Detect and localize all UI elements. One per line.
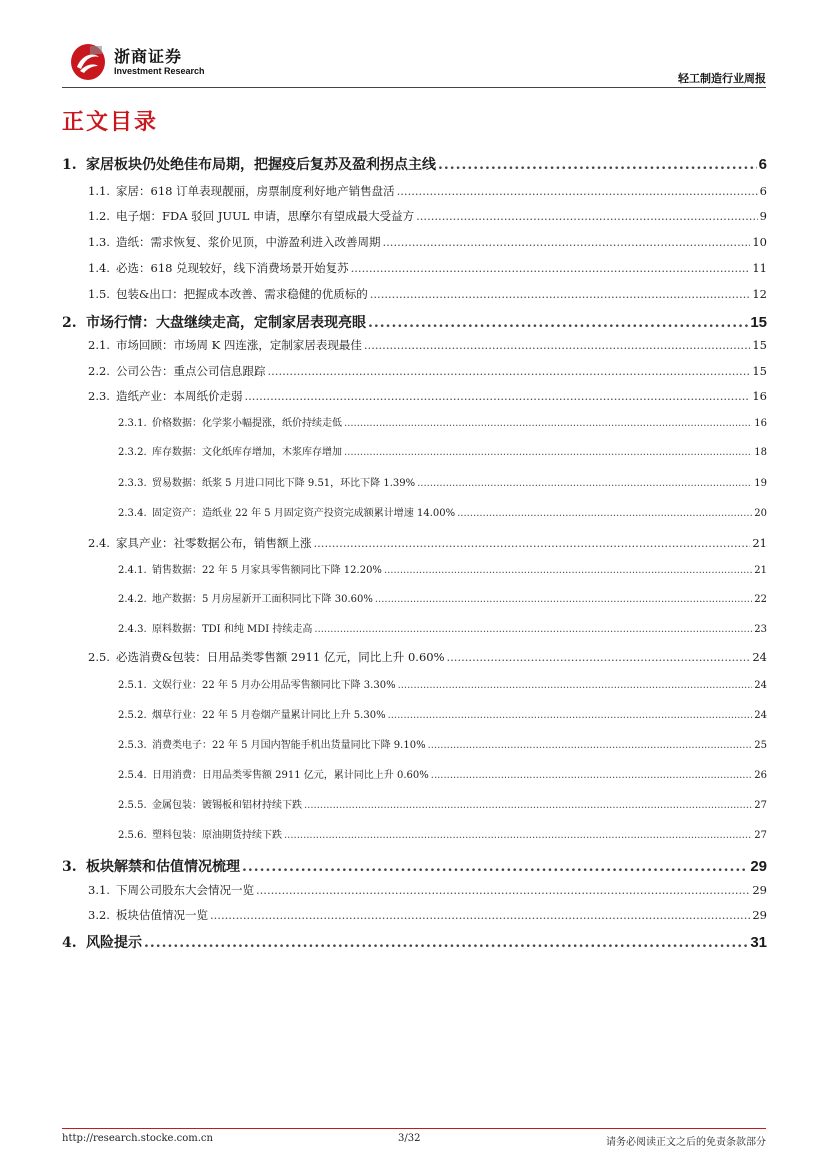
toc-entry-2-5-5[interactable] (118, 796, 767, 811)
toc-entry-page: 16 (754, 418, 767, 429)
footer-divider (62, 1128, 766, 1129)
toc-dot-leader (364, 338, 750, 352)
toc-entry-number: 1.2. (88, 209, 110, 223)
toc-dot-leader (447, 650, 751, 664)
toc-entry-page: 15 (750, 314, 767, 331)
company-name-cn: 浙商证券 (114, 47, 183, 66)
toc-entry-page: 11 (752, 261, 767, 275)
toc-entry-number: 2.5.4. (118, 770, 147, 781)
toc-entry-number: 2.5.3. (118, 740, 147, 751)
toc-dot-leader (344, 447, 752, 458)
toc-dot-leader (314, 624, 752, 635)
toc-entry-title: 金属包装：镀锡板和铝材持续下跌 (152, 800, 302, 811)
toc-entry-2-5-4[interactable] (118, 766, 767, 781)
toc-entry-page: 6 (758, 156, 767, 173)
toc-dot-leader (416, 209, 758, 223)
toc-dot-leader (344, 418, 752, 429)
toc-entry-page: 27 (754, 830, 767, 841)
toc-dot-leader (428, 740, 753, 751)
toc-entry-title: 必选：618 兑现较好，线下消费场景开始复苏 (116, 261, 349, 275)
toc-title: 正文目录 (62, 110, 159, 135)
toc-entry-number: 2.4.2. (118, 594, 147, 605)
disclaimer-note: 请务必阅读正文之后的免责条款部分 (606, 1137, 766, 1148)
toc-entry-2-5-2[interactable] (118, 706, 767, 721)
toc-entry-title: 电子烟：FDA 驳回 JUUL 申请，思摩尔有望成最大受益方 (116, 209, 415, 223)
toc-entry-title: 板块解禁和估值情况梳理 (86, 859, 240, 875)
toc-entry-page: 21 (752, 536, 767, 550)
toc-entry-title: 塑料包装：原油期货持续下跌 (152, 830, 282, 841)
toc-entry-number: 3.2. (88, 908, 110, 922)
toc-entry-title: 造纸：需求恢复、浆价见顶，中游盈利进入改善周期 (116, 235, 381, 249)
toc-entry-title: 日用消费：日用品类零售额 2911 亿元，累计同比上升 0.60% (152, 770, 429, 781)
toc-entry-number: 1.5. (88, 287, 110, 301)
toc-entry-title: 消费类电子：22 年 5 月国内智能手机出货量同比下降 9.10% (152, 740, 426, 751)
toc-entry-2-3-1[interactable] (118, 414, 767, 429)
toc-entry-title: 贸易数据：纸浆 5 月进口同比下降 9.51，环比下降 1.39% (152, 478, 416, 489)
toc-entry-page: 29 (752, 883, 767, 897)
toc-entry-2-5-3[interactable] (118, 736, 767, 751)
toc-entry-number: 3. (62, 859, 77, 875)
toc-dot-leader (398, 680, 753, 691)
toc-entry-title: 必选消费&包装：日用品类零售额 2911 亿元，同比上升 0.60% (116, 650, 445, 664)
toc-entry-title: 市场回顾：市场周 K 四连涨，定制家居表现最佳 (116, 338, 362, 352)
toc-dot-leader (383, 235, 751, 249)
toc-dot-leader (144, 935, 748, 951)
toc-entry-title: 造纸产业：本周纸价走弱 (116, 389, 243, 403)
toc-entry-number: 2.3.2. (118, 447, 147, 458)
toc-entry-title: 市场行情：大盘继续走高，定制家居表现亮眼 (86, 315, 366, 331)
toc-dot-leader (351, 261, 751, 275)
page-number: 3/32 (398, 1133, 421, 1144)
toc-entry-number: 1.1. (88, 184, 110, 198)
toc-entry-page: 9 (759, 209, 767, 223)
toc-entry-page: 10 (752, 235, 767, 249)
toc-entry-number: 2.3.4. (118, 508, 147, 519)
toc-entry-2-2[interactable] (88, 363, 767, 379)
toc-entry-title: 下周公司股东大会情况一览 (116, 883, 254, 897)
toc-entry-page: 22 (754, 594, 767, 605)
toc-entry-title: 固定资产：造纸业 22 年 5 月固定资产投资完成额累计增速 14.00% (152, 508, 456, 519)
toc-dot-leader (397, 184, 758, 198)
toc-entry-title: 家居：618 订单表现靓丽，房票制度利好地产销售盘活 (116, 184, 395, 198)
toc-entry-page: 6 (759, 184, 767, 198)
toc-dot-leader (417, 478, 752, 489)
toc-entry-title: 地产数据：5 月房屋新开工面积同比下降 30.60% (152, 594, 373, 605)
toc-entry-page: 12 (752, 287, 767, 301)
toc-entry-number: 2.5. (88, 650, 110, 664)
toc-entry-title: 销售数据：22 年 5 月家具零售额同比下降 12.20% (152, 565, 382, 576)
toc-dot-leader (438, 157, 757, 173)
toc-entry-2-3[interactable] (88, 388, 767, 404)
toc-entry-number: 2.2. (88, 364, 110, 378)
toc-entry-number: 2. (62, 315, 77, 331)
toc-dot-leader (314, 536, 751, 550)
toc-entry-page: 26 (754, 770, 767, 781)
toc-dot-leader (268, 364, 751, 378)
toc-entry-number: 2.3.3. (118, 478, 147, 489)
toc-entry-title: 库存数据：文化纸库存增加，木浆库存增加 (152, 447, 342, 458)
toc-entry-2-4-2[interactable] (118, 590, 767, 605)
toc-entry-page: 24 (752, 650, 767, 664)
toc-entry-title: 公司公告：重点公司信息跟踪 (116, 364, 266, 378)
toc-entry-title: 原料数据：TDI 和纯 MDI 持续走高 (152, 624, 313, 635)
toc-entry-number: 2.5.2. (118, 710, 147, 721)
toc-entry-number: 1.4. (88, 261, 110, 275)
toc-entry-2-5-6[interactable] (118, 826, 767, 841)
toc-dot-leader (375, 594, 752, 605)
toc-dot-leader (368, 315, 748, 331)
toc-entry-page: 19 (754, 478, 767, 489)
toc-dot-leader (210, 908, 750, 922)
toc-entry-number: 2.3.1. (118, 418, 147, 429)
toc-entry-page: 18 (754, 447, 767, 458)
toc-entry-3-2[interactable] (88, 907, 767, 923)
toc-entry-title: 烟草行业：22 年 5 月卷烟产量累计同比上升 5.30% (152, 710, 386, 721)
toc-dot-leader (284, 830, 752, 841)
toc-entry-title: 文娱行业：22 年 5 月办公用品零售额同比下降 3.30% (152, 680, 396, 691)
toc-entry-4[interactable] (62, 932, 767, 952)
toc-entry-number: 2.4.1. (118, 565, 147, 576)
toc-entry-page: 24 (754, 680, 767, 691)
toc-dot-leader (370, 287, 751, 301)
toc-entry-page: 16 (752, 389, 767, 403)
toc-entry-3[interactable] (62, 856, 767, 876)
toc-entry-1-1[interactable] (88, 183, 767, 199)
toc-entry-2-1[interactable] (88, 337, 767, 353)
toc-entry-number: 2.1. (88, 338, 110, 352)
toc-entry-1[interactable] (62, 154, 767, 174)
toc-entry-title: 板块估值情况一览 (116, 908, 208, 922)
toc-entry-title: 家具产业：社零数据公布，销售额上涨 (116, 536, 312, 550)
header-divider (62, 87, 766, 88)
toc-entry-2-4-1[interactable] (118, 561, 767, 576)
toc-entry-1-3[interactable] (88, 234, 767, 250)
toc-entry-page: 29 (752, 908, 767, 922)
toc-entry-page: 15 (752, 338, 767, 352)
toc-entry-page: 24 (754, 710, 767, 721)
toc-entry-2-5[interactable] (88, 649, 767, 665)
toc-entry-2[interactable] (62, 312, 767, 332)
toc-entry-2-3-2[interactable] (118, 443, 767, 458)
company-name-en: Investment Research (114, 66, 205, 76)
toc-entry-3-1[interactable] (88, 882, 767, 898)
toc-entry-number: 2.3. (88, 389, 110, 403)
page-header (62, 40, 766, 88)
toc-dot-leader (256, 883, 750, 897)
toc-entry-page: 15 (752, 364, 767, 378)
toc-dot-leader (457, 508, 752, 519)
toc-entry-1-4[interactable] (88, 260, 767, 276)
toc-entry-title: 包装&出口：把握成本改善、需求稳健的优质标的 (116, 287, 368, 301)
toc-entry-1-5[interactable] (88, 286, 767, 302)
toc-entry-page: 20 (754, 508, 767, 519)
toc-entry-title: 家居板块仍处绝佳布局期，把握疫后复苏及盈利拐点主线 (86, 157, 436, 173)
toc-entry-2-4[interactable] (88, 535, 767, 551)
toc-entry-page: 23 (754, 624, 767, 635)
toc-entry-number: 2.5.5. (118, 800, 147, 811)
toc-entry-2-3-4[interactable] (118, 504, 767, 519)
report-type: 轻工制造行业周报 (678, 72, 766, 85)
toc-entry-number: 2.4. (88, 536, 110, 550)
toc-entry-page: 21 (754, 565, 767, 576)
zheshang-logo-icon (68, 42, 108, 82)
toc-dot-leader (245, 389, 751, 403)
toc-entry-2-5-1[interactable] (118, 676, 767, 691)
footer-url[interactable]: http://research.stocke.com.cn (62, 1133, 213, 1144)
toc-entry-2-4-3[interactable] (118, 620, 767, 635)
toc-entry-number: 4. (62, 935, 77, 951)
toc-entry-title: 价格数据：化学浆小幅提涨，纸价持续走低 (152, 418, 342, 429)
toc-entry-2-3-3[interactable] (118, 474, 767, 489)
toc-entry-page: 25 (754, 740, 767, 751)
toc-entry-number: 3.1. (88, 883, 110, 897)
toc-dot-leader (388, 710, 753, 721)
toc-dot-leader (431, 770, 753, 781)
toc-entry-number: 1. (62, 157, 77, 173)
toc-entry-page: 29 (750, 858, 767, 875)
toc-entry-number: 1.3. (88, 235, 110, 249)
toc-entry-number: 2.5.6. (118, 830, 147, 841)
toc-entry-title: 风险提示 (86, 935, 142, 951)
toc-entry-page: 27 (754, 800, 767, 811)
toc-dot-leader (304, 800, 752, 811)
toc-dot-leader (242, 859, 748, 875)
toc-entry-page: 31 (750, 934, 767, 951)
toc-entry-1-2[interactable] (88, 208, 767, 224)
toc-entry-number: 2.4.3. (118, 624, 147, 635)
toc-dot-leader (384, 565, 752, 576)
toc-entry-number: 2.5.1. (118, 680, 147, 691)
